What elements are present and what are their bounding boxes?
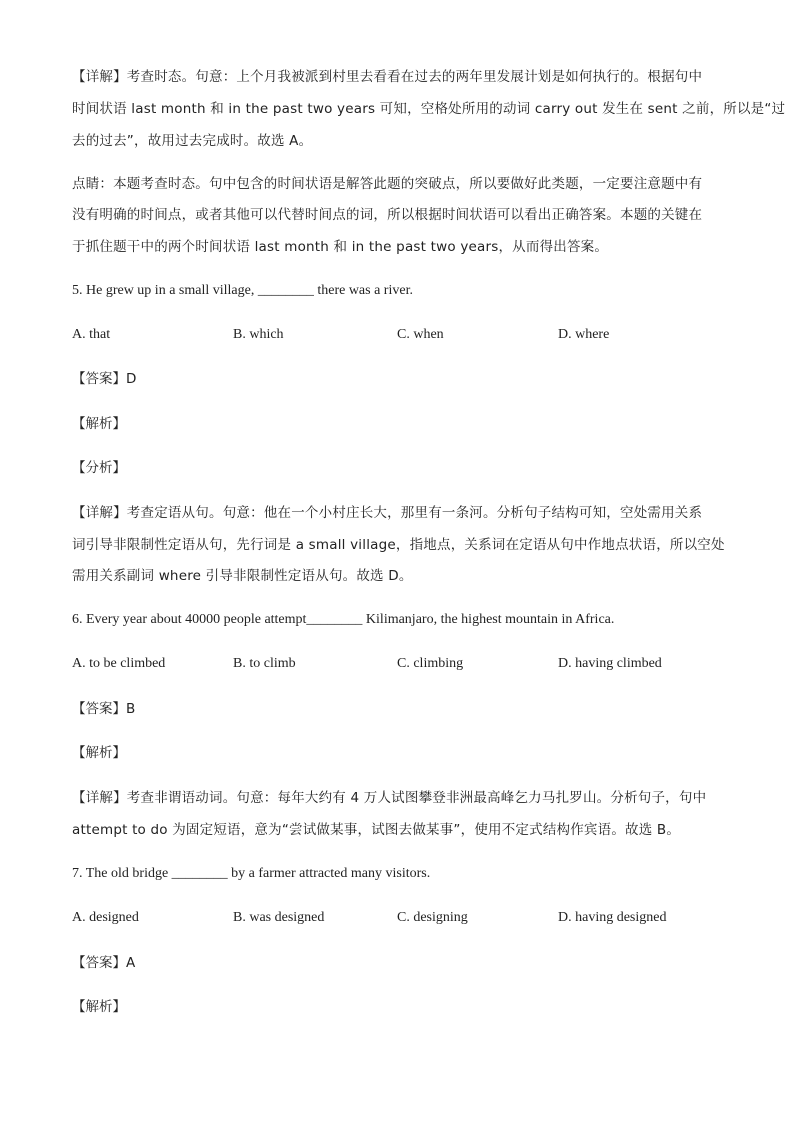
option-b: B. was designed xyxy=(233,910,325,925)
detail-line: 【详解】考查时态。句意：上个月我被派到村里去看看在过去的两年里发展计划是如何执行的。根据句中 xyxy=(72,69,703,85)
question-stem: 7. The old bridge ________ by a farmer attracted many visitors. xyxy=(72,866,431,881)
option-b: B. which xyxy=(233,327,284,342)
option-a: A. to be climbed xyxy=(72,656,166,671)
answer-label: 【答案】D xyxy=(72,371,137,387)
analysis-label: 【解析】 xyxy=(72,416,126,432)
answer-label: 【答案】A xyxy=(72,955,136,971)
option-a: A. designed xyxy=(72,910,139,925)
detail-line: 【详解】考查定语从句。句意：他在一个小村庄长大，那里有一条河。分析句子结构可知，空处需用关系 xyxy=(72,505,703,521)
analysis-label: 【分析】 xyxy=(72,460,126,476)
detail-line: 时间状语 last month 和 in the past two years 可知，空格处所用的动词 carry out 发生在 sent 之前，所以是“过 xyxy=(72,101,786,117)
option-d: D. where xyxy=(558,327,610,342)
tip-line: 没有明确的时间点，或者其他可以代替时间点的词，所以根据时间状语可以看出正确答案。本题的关键在 xyxy=(72,207,703,223)
option-b: B. to climb xyxy=(233,656,296,671)
detail-line: attempt to do 为固定短语，意为“尝试做某事，试图去做某事”，使用不定式结构作宾语。故选 B。 xyxy=(72,822,681,838)
question-stem: 5. He grew up in a small village, ________ there was a river. xyxy=(72,283,413,298)
answer-label: 【答案】B xyxy=(72,701,136,717)
option-a: A. that xyxy=(72,327,111,342)
option-c: C. designing xyxy=(397,910,468,925)
analysis-label: 【解析】 xyxy=(72,745,126,761)
detail-line: 【详解】考查非谓语动词。句意：每年大约有 4 万人试图攀登非洲最高峰乞力马扎罗山。分析句子，句中 xyxy=(72,790,707,806)
analysis-label: 【解析】 xyxy=(72,999,126,1015)
option-d: D. having designed xyxy=(558,910,667,925)
detail-line: 词引导非限制性定语从句，先行词是 a small village，指地点，关系词在定语从句中作地点状语，所以空处 xyxy=(72,537,725,553)
detail-line: 去的过去”，故用过去完成时。故选 A。 xyxy=(72,133,313,149)
tip-line: 于抓住题干中的两个时间状语 last month 和 in the past two years，从而得出答案。 xyxy=(72,239,609,255)
option-d: D. having climbed xyxy=(558,656,662,671)
tip-line: 点睛：本题考查时态。句中包含的时间状语是解答此题的突破点，所以要做好此类题，一定要注意题中有 xyxy=(72,176,703,192)
option-c: C. when xyxy=(397,327,444,342)
option-c: C. climbing xyxy=(397,656,464,671)
question-stem: 6. Every year about 40000 people attempt________ Kilimanjaro, the highest mountain in Africa. xyxy=(72,612,615,627)
detail-line: 需用关系副词 where 引导非限制性定语从句。故选 D。 xyxy=(72,568,413,584)
